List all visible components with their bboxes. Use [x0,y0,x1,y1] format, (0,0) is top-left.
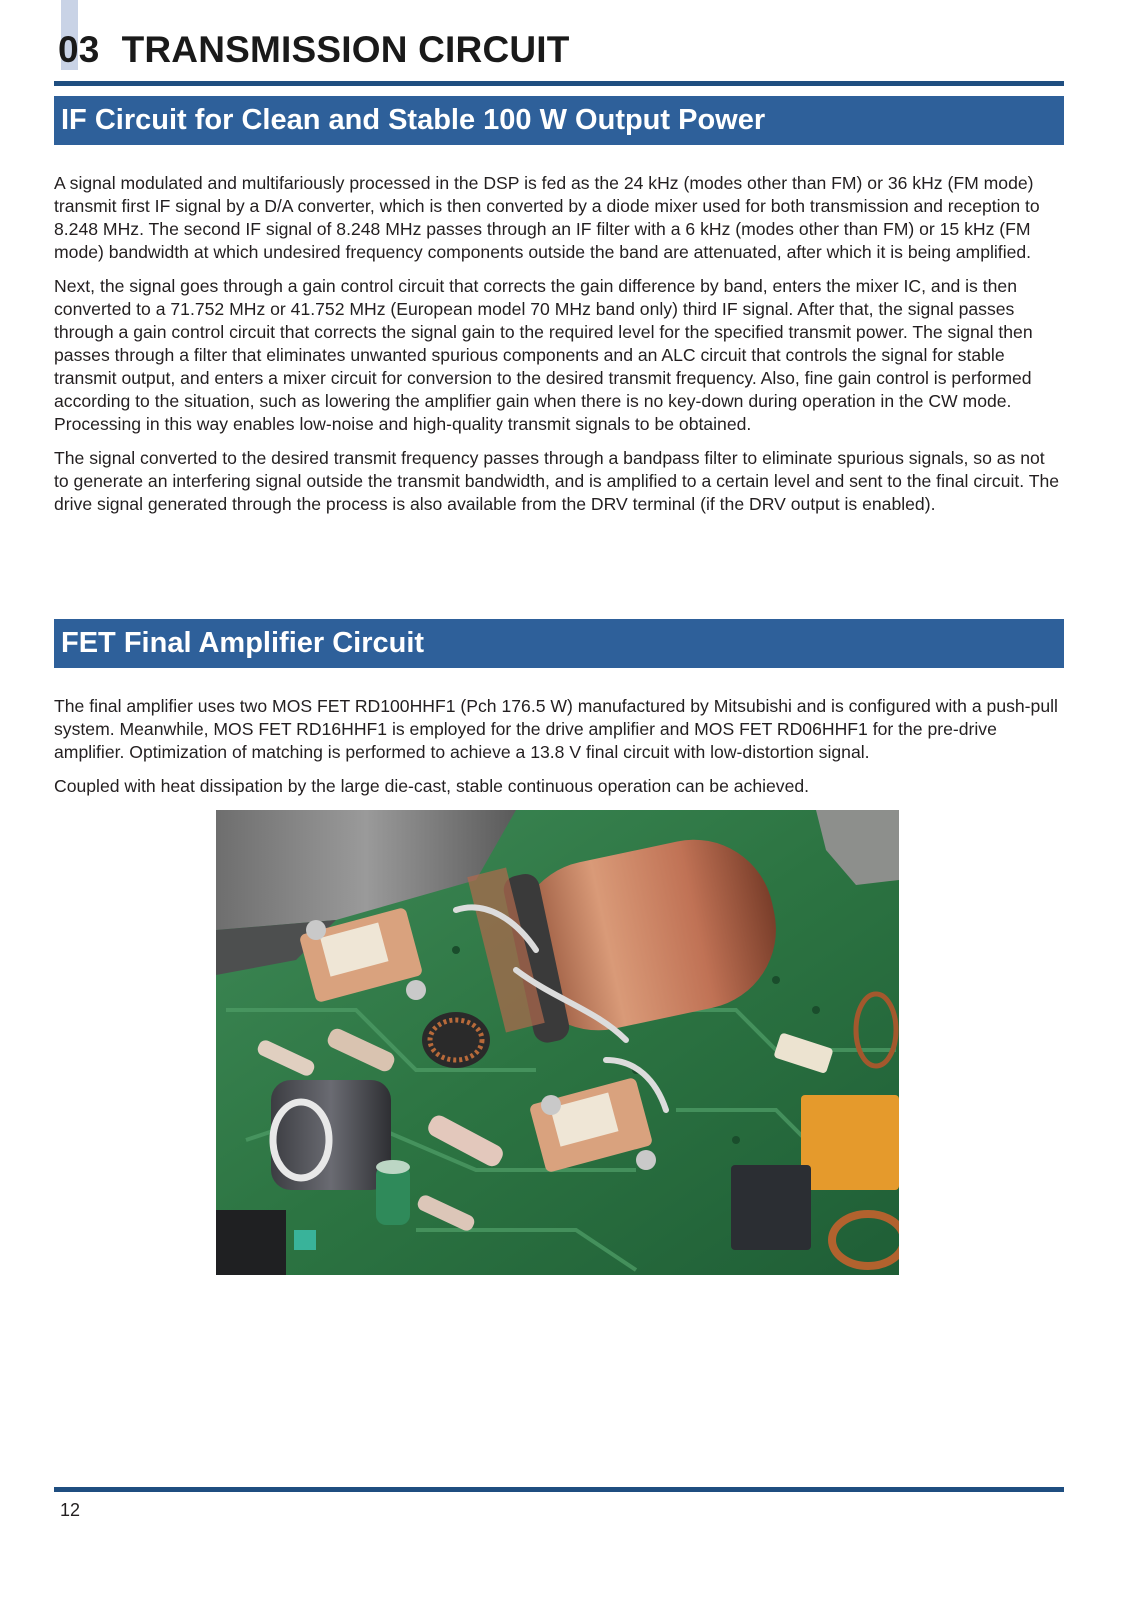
chapter-title [58,28,570,72]
paragraph: Coupled with heat dissipation by the large die-cast, stable continuous operation can be achieved. [54,776,810,796]
top-rule [54,81,1064,86]
page-number: 12 [60,1500,81,1520]
chapter-title-text: TRANSMISSION CIRCUIT [121,29,570,70]
circuit-board-photo [216,810,899,1275]
section-body-fet-amplifier [54,695,1064,809]
paragraph: A signal modulated and multifariously processed in the DSP is fed as the 24 kHz (modes other than FM) or 36 kHz (FM mode) transmit first IF signal by a D/A converter, which is then converted by a diode mixer used for both transmission and reception to 8.248 MHz. The second IF signal of 8.248 MHz passes through an IF filter with a 6 kHz (modes other than FM) or 15 kHz (FM mode) bandwidth at which undesired frequency components outside the band are attenuated, after which it is being amplified. [54,173,1040,262]
section-heading-fet-amplifier: FET Final Amplifier Circuit [54,619,1064,668]
paragraph: The signal converted to the desired transmit frequency passes through a bandpass filter to eliminate spurious signals, so as not to generate an interfering signal outside the transmit bandwidth, and is amplified to a certain level and sent to the final circuit. The drive signal generated through the process is also available from the DRV terminal (if the DRV output is enabled). [54,448,1060,514]
chapter-number: 03 [58,29,100,70]
bottom-rule [54,1487,1064,1492]
section-heading-if-circuit: IF Circuit for Clean and Stable 100 W Output Power [54,96,1064,145]
section-body-if-circuit [54,172,1064,527]
paragraph: The final amplifier uses two MOS FET RD100HHF1 (Pch 176.5 W) manufactured by Mitsubishi and is configured with a push-pull system. Meanwhile, MOS FET RD16HHF1 is employed for the drive amplifier and MOS FET RD06HHF1 for the pre-drive amplifier. Optimization of matching is performed to achieve a 13.8 V final circuit with low-distortion signal. [54,696,1058,762]
paragraph: Next, the signal goes through a gain control circuit that corrects the gain difference by band, enters the mixer IC, and is then converted to a 71.752 MHz or 41.752 MHz (European model 70 MHz band only) third IF signal. After that, the signal passes through a gain control circuit that corrects the signal gain to the required level for the specified transmit power. The signal then passes through a filter that eliminates unwanted spurious components and an ALC circuit that controls the signal for stable transmit output, and enters a mixer circuit for conversion to the desired transmit frequency. Also, fine gain control is performed according to the situation, such as lowering the amplifier gain when there is no key-down during operation in the CW mode. Processing in this way enables low-noise and high-quality transmit signals to be obtained. [54,276,1033,434]
